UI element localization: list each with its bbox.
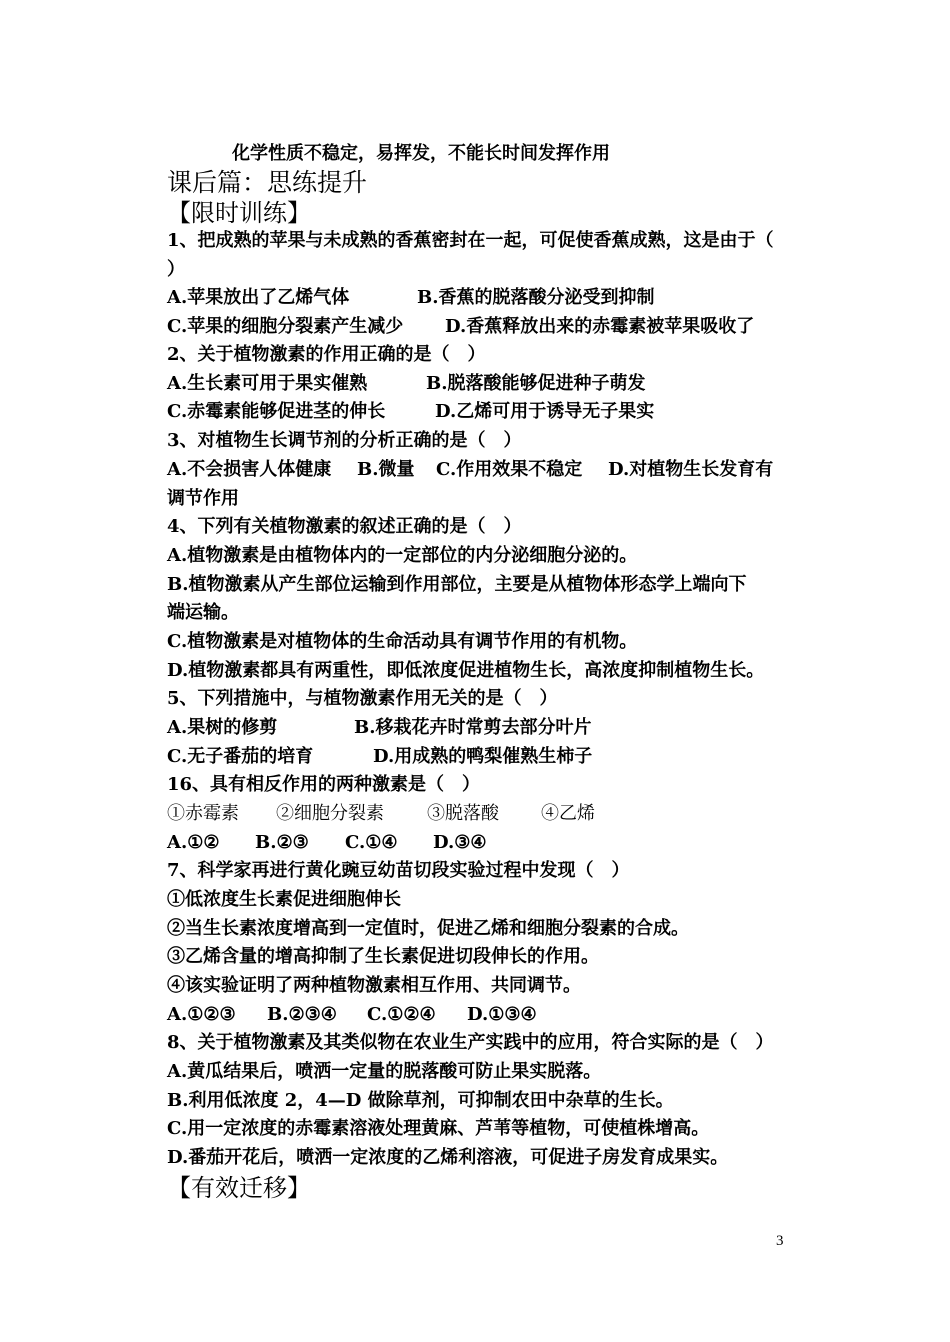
q4-stem: 4、下列有关植物激素的叙述正确的是（ ） [167,516,522,537]
q4-option-b: B.植物激素从产生部位运输到作用部位，主要是从植物体形态学上端向下 [167,574,747,595]
q6-item-3: ③脱落酸 [427,803,499,824]
q2-stem: 2、关于植物激素的作用正确的是（ ） [167,344,486,365]
q7-options [167,1003,537,1027]
q7-item-4: ④该实验证明了两种植物激素相互作用、共同调节。 [167,975,581,996]
q7-option-c: C.①②④ [367,1004,436,1025]
q7-item-3: ③乙烯含量的增高抑制了生长素促进切段伸长的作用。 [167,946,599,967]
q2-option-d: D.乙烯可用于诱导无子果实 [435,401,655,422]
subsection-effective-transfer: 【有效迁移】 [167,1174,311,1202]
q3-option-b: B.微量 [357,459,415,480]
q1-option-b: B.香蕉的脱落酸分泌受到抑制 [417,287,655,308]
q8-option-d: D.番茄开花后，喷洒一定浓度的乙烯利溶液，可促进子房发育成果实。 [167,1147,729,1168]
q3-stem: 3、对植物生长调节剂的分析正确的是（ ） [167,430,522,451]
q1-option-a: A.苹果放出了乙烯气体 [167,287,350,308]
q8-option-c: C.用一定浓度的赤霉素溶液处理黄麻、芦苇等植物，可使植株增高。 [167,1118,710,1139]
q5-options-ab [167,716,591,740]
q2-options-ab [167,372,645,396]
q6-item-2: ②细胞分裂素 [276,803,384,824]
q7-option-d: D.①③④ [467,1004,537,1025]
q5-option-d: D.用成熟的鸭梨催熟生柿子 [373,746,593,767]
q2-option-b: B.脱落酸能够促进种子萌发 [426,373,646,394]
q5-option-b: B.移栽花卉时常剪去部分叶片 [354,717,592,738]
q3-option-d: D.对植物生长发育有 [608,459,774,480]
section-title: 课后篇：思练提升 [167,168,368,197]
q3-option-c: C.作用效果不稳定 [436,459,583,480]
q1-stem-cont: ） [167,259,185,280]
subsection-limited-training: 【限时训练】 [167,199,311,227]
q3-option-a: A.不会损害人体健康 [167,459,332,480]
q2-options-cd [167,400,654,424]
q5-options-cd [167,745,592,769]
q7-option-b: B.②③④ [267,1004,337,1025]
q4-option-b-cont: 端运输。 [167,602,239,623]
q8-option-b: B.利用低浓度 2，4—D 做除草剂，可抑制农田中杂草的生长。 [167,1090,674,1111]
q6-item-1: ①赤霉素 [167,803,239,824]
q1-options-cd [167,315,754,339]
q1-options-ab [167,286,654,310]
q6-options [167,831,487,855]
q6-option-b: B.②③ [255,832,309,853]
q6-items [167,802,595,826]
q6-option-a: A.①② [167,832,220,853]
q7-stem: 7、科学家再进行黄化豌豆幼苗切段实验过程中发现（ ） [167,860,630,881]
q4-option-c: C.植物激素是对植物体的生命活动具有调节作用的有机物。 [167,631,638,652]
q4-option-a: A.植物激素是由植物体内的一定部位的内分泌细胞分泌的。 [167,545,638,566]
q6-option-c: C.①④ [345,832,398,853]
q1-option-c: C.苹果的细胞分裂素产生减少 [167,316,404,337]
q4-option-d: D.植物激素都具有两重性，即低浓度促进植物生长，高浓度抑制植物生长。 [167,660,765,681]
q7-option-a: A.①②③ [167,1004,236,1025]
q8-stem: 8、关于植物激素及其类似物在农业生产实践中的应用，符合实际的是（ ） [167,1032,774,1053]
q6-option-d: D.③④ [433,832,487,853]
q5-option-c: C.无子番茄的培育 [167,746,314,767]
page-number: 3 [776,1233,784,1249]
q3-option-d-cont: 调节作用 [167,488,239,509]
q2-option-c: C.赤霉素能够促进茎的伸长 [167,401,386,422]
q1-stem: 1、把成熟的苹果与未成熟的香蕉密封在一起，可促使香蕉成熟，这是由于（ [167,230,774,251]
q7-item-2: ②当生长素浓度增高到一定值时，促进乙烯和细胞分裂素的合成。 [167,918,689,939]
q8-option-a: A.黄瓜结果后，喷洒一定量的脱落酸可防止果实脱落。 [167,1061,602,1082]
q5-option-a: A.果树的修剪 [167,717,278,738]
top-line: 化学性质不稳定，易挥发，不能长时间发挥作用 [232,143,610,164]
q6-item-4: ④乙烯 [541,803,595,824]
q5-stem: 5、下列措施中，与植物激素作用无关的是（ ） [167,688,558,709]
q6-stem: 16、具有相反作用的两种激素是（ ） [167,774,481,795]
q3-options [167,458,773,482]
q7-item-1: ①低浓度生长素促进细胞伸长 [167,889,401,910]
q1-option-d: D.香蕉释放出来的赤霉素被苹果吸收了 [445,316,755,337]
q2-option-a: A.生长素可用于果实催熟 [167,373,368,394]
